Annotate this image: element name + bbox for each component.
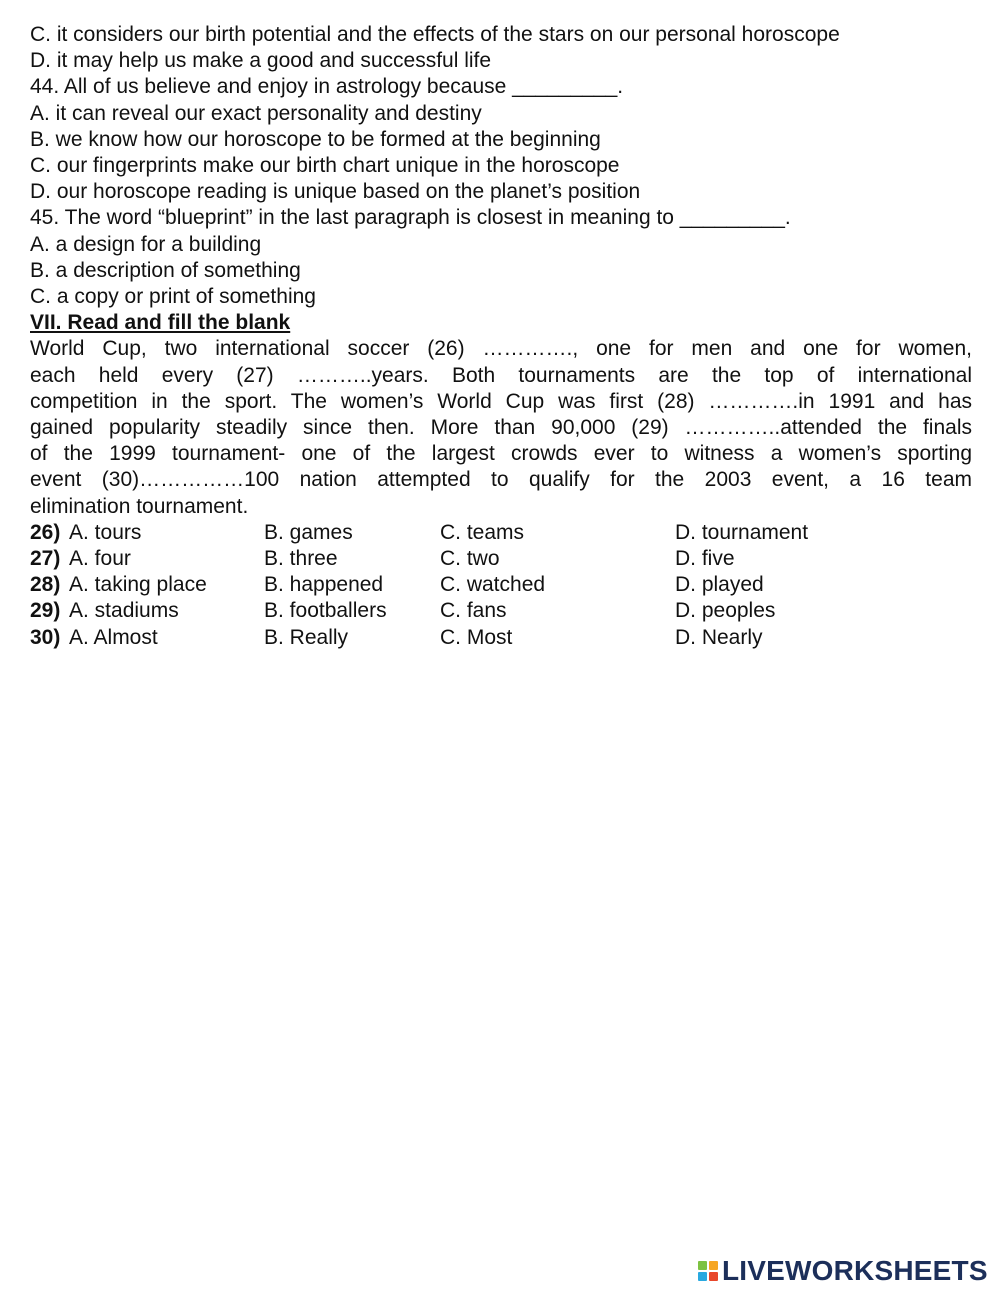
passage-line: World Cup, two international soccer (26) …………., one for men and one for women, — [30, 337, 972, 361]
option-line-45b: B. a description of something — [30, 258, 301, 282]
question-number: 27) — [30, 547, 61, 571]
option-line-44c: C. our fingerprints make our birth chart unique in the horoscope — [30, 154, 620, 178]
option-a: A. taking place — [69, 573, 207, 597]
option-d: D. tournament — [675, 520, 809, 544]
option-line-43c: C. it considers our birth potential and the effects of the stars on our personal horoscope — [30, 23, 840, 46]
worksheet-page — [30, 22, 972, 651]
question-row-28 — [30, 572, 972, 598]
option-a: A. Almost — [69, 625, 158, 649]
liveworksheets-logo — [698, 1256, 988, 1286]
option-a: A. tours — [69, 520, 142, 544]
option-c: C. watched — [440, 573, 546, 597]
section-heading: VII. Read and fill the blank — [30, 311, 291, 335]
logo-block — [698, 1272, 707, 1281]
option-line-44d: D. our horoscope reading is unique based on the planet’s position — [30, 180, 641, 204]
option-d: D. five — [675, 547, 735, 571]
question-row-30 — [30, 625, 972, 651]
passage-line: competition in the sport. The women’s World Cup was first (28) ………….in 1991 and has — [30, 389, 972, 413]
passage-line: each held every (27) ………..years. Both tournaments are the top of international — [30, 363, 972, 387]
option-d: D. peoples — [675, 599, 776, 623]
option-c: C. two — [440, 547, 500, 571]
option-b: B. games — [264, 520, 353, 544]
option-c: C. Most — [440, 625, 513, 649]
option-d: D. Nearly — [675, 625, 763, 649]
question-number: 30) — [30, 625, 61, 649]
option-line-44a: A. it can reveal our exact personality and destiny — [30, 101, 482, 125]
option-b: B. Really — [264, 625, 349, 649]
option-a: A. stadiums — [69, 599, 179, 623]
passage-line: gained popularity steadily since then. More than 90,000 (29) …………..attended the finals — [30, 416, 972, 440]
passage-line: elimination tournament. — [30, 494, 249, 518]
option-line-45c: C. a copy or print of something — [30, 285, 316, 309]
option-line-43d: D. it may help us make a good and successful life — [30, 49, 492, 73]
passage — [30, 336, 972, 519]
question-row-29 — [30, 598, 972, 624]
question-44: 44. All of us believe and enjoy in astrology because _________. — [30, 75, 624, 99]
question-number: 26) — [30, 520, 61, 544]
option-b: B. happened — [264, 573, 384, 597]
option-b: B. three — [264, 547, 338, 571]
option-d: D. played — [675, 573, 764, 597]
logo-block — [709, 1272, 718, 1281]
question-row-27 — [30, 546, 972, 572]
question-number: 28) — [30, 573, 61, 597]
brand-name: LIVEWORKSHEETS — [722, 1255, 988, 1286]
passage-line: event (30)……………100 nation attempted to qualify for the 2003 event, a 16 team — [30, 468, 972, 492]
option-line-44b: B. we know how our horoscope to be formed at the beginning — [30, 127, 601, 151]
passage-line: of the 1999 tournament- one of the largest crowds ever to witness a women’s sporting — [30, 442, 972, 466]
option-b: B. footballers — [264, 599, 387, 623]
logo-block — [709, 1261, 718, 1270]
question-number: 29) — [30, 599, 61, 623]
logo-block — [698, 1261, 707, 1270]
option-line-45a: A. a design for a building — [30, 232, 262, 256]
question-row-26 — [30, 520, 972, 546]
logo-blocks-icon — [698, 1261, 718, 1281]
option-c: C. fans — [440, 599, 507, 623]
option-a: A. four — [69, 547, 131, 571]
question-45: 45. The word “blueprint” in the last paragraph is closest in meaning to _________. — [30, 206, 791, 230]
option-c: C. teams — [440, 520, 525, 544]
